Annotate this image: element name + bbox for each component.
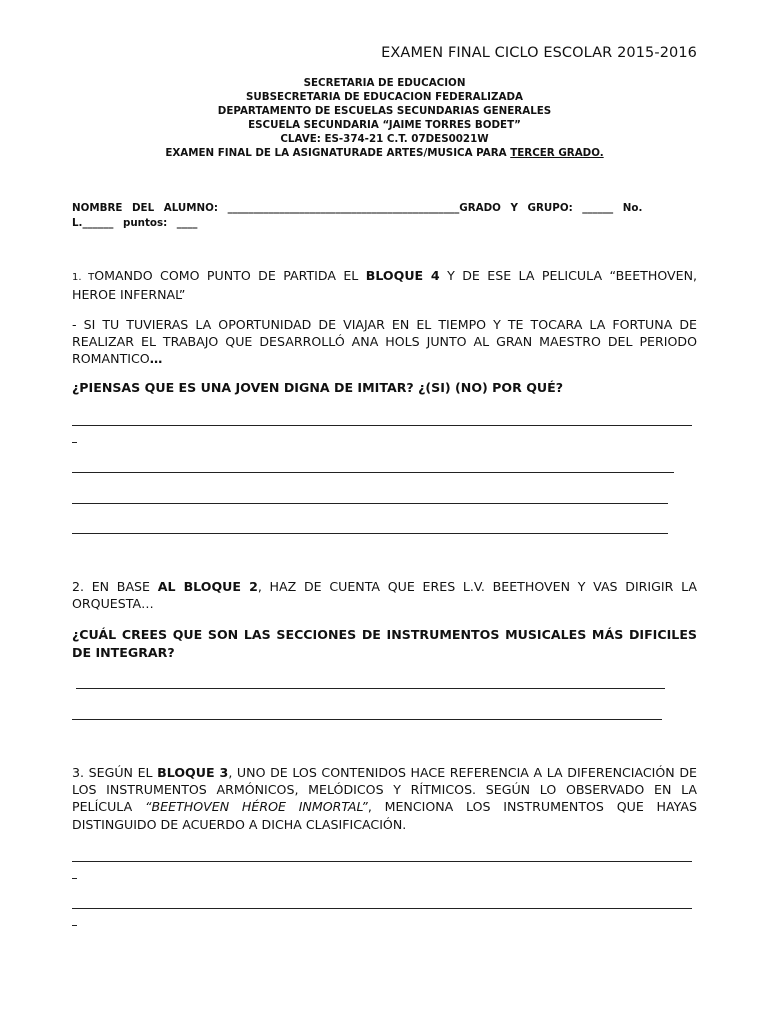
header-grade: TERCER GRADO.	[510, 146, 604, 159]
section-1-bloque: BLOQUE 4	[365, 268, 440, 283]
section-3-text-c: , MENCIONA LOS INSTRUMENTOS QUE HAYAS DISTINGUIDO DE ACUERDO A DICHA CLASIFICACIÓN.	[72, 799, 697, 832]
header-line-clave: CLAVE: ES-374-21 C.T. 07DES0021W	[280, 132, 489, 145]
section-1-text-b: Y DE ESE LA PELICULA “BEETHOVEN, HEROE INFERNAL”	[72, 268, 698, 303]
answer-line-1a[interactable]	[72, 425, 692, 426]
section-2-intro	[72, 578, 697, 612]
section-3-film-title: “BEETHOVEN HÉROE INMORTAL”	[144, 799, 368, 815]
header-line-examen	[72, 147, 697, 161]
section-2-text-a: 2. EN BASE	[72, 579, 158, 594]
section-3-text	[72, 764, 697, 833]
student-list-line: L.______ puntos: ____	[72, 217, 198, 229]
answer-line-3b[interactable]	[72, 908, 692, 909]
answer-line-1d[interactable]	[72, 533, 668, 534]
section-1-text-a: OMANDO COMO PUNTO DE PARTIDA EL	[94, 268, 366, 283]
section-1-ellipsis: …	[149, 351, 163, 367]
student-info	[72, 201, 697, 231]
answer-line-1b[interactable]	[72, 472, 674, 473]
section-1-number: 1. T	[72, 272, 95, 283]
answer-line-3a[interactable]	[72, 861, 692, 862]
header-line-secretaria: SECRETARIA DE EDUCACION	[303, 77, 466, 89]
answer-line-3b-tail	[72, 925, 77, 926]
header-examen-text: EXAMEN FINAL DE LA ASIGNATURADE ARTES/MUSICA PARA	[165, 146, 511, 159]
exam-page	[72, 0, 697, 1024]
section-1-question: ¿PIENSAS QUE ES UNA JOVEN DIGNA DE IMITAR? ¿(SI) (NO) POR QUÉ?	[72, 380, 564, 395]
section-2-bloque: AL BLOQUE 2	[157, 579, 258, 594]
answer-line-1c[interactable]	[72, 503, 668, 504]
answer-line-2a[interactable]	[76, 688, 665, 689]
section-1-paragraph	[72, 316, 697, 368]
section-1-intro	[72, 267, 697, 303]
section-2-text-b: , HAZ DE CUENTA QUE ERES L.V. BEETHOVEN Y VAS DIRIGIR LA ORQUESTA…	[72, 579, 697, 612]
institution-header	[72, 77, 697, 160]
answer-line-3a-tail	[72, 878, 77, 879]
header-line-escuela: ESCUELA SECUNDARIA “JAIME TORRES BODET”	[248, 118, 521, 131]
section-1-paragraph-text: - SI TU TUVIERAS LA OPORTUNIDAD DE VIAJAR EN EL TIEMPO Y TE TOCARA LA FORTUNA DE REALIZAR EL TRABAJO QUE DESARROLLÓ ANA HOLS JUNTO AL GRAN MAESTRO DEL PERIODO ROMANTICO	[72, 317, 697, 367]
section-3-text-a: 3. SEGÚN EL	[72, 765, 158, 780]
answer-line-2b[interactable]	[72, 719, 662, 720]
header-line-subsecretaria: SUBSECRETARIA DE EDUCACION FEDERALIZADA	[246, 90, 523, 103]
section-3-text-b: , UNO DE LOS CONTENIDOS HACE REFERENCIA A LA DIFERENCIACIÓN DE LOS INSTRUMENTOS ARMÓNICOS, MELÓDICOS Y RÍTMICOS. SEGÚN LO OBSERVADO EN LA PELÍCULA	[72, 765, 697, 815]
exam-title: EXAMEN FINAL CICLO ESCOLAR 2015-2016	[381, 45, 697, 61]
answer-line-1a-tail	[72, 442, 77, 443]
section-3-bloque: BLOQUE 3	[157, 765, 229, 780]
header-line-departamento: DEPARTAMENTO DE ESCUELAS SECUNDARIAS GENERALES	[217, 104, 552, 117]
section-2-question: ¿CUÁL CREES QUE SON LAS SECCIONES DE INSTRUMENTOS MUSICALES MÁS DIFICILES DE INTEGRAR?	[72, 627, 697, 660]
student-name-line: NOMBRE DEL ALUMNO: _____________________________________________GRADO Y GRUPO: ______ No.	[72, 202, 643, 214]
